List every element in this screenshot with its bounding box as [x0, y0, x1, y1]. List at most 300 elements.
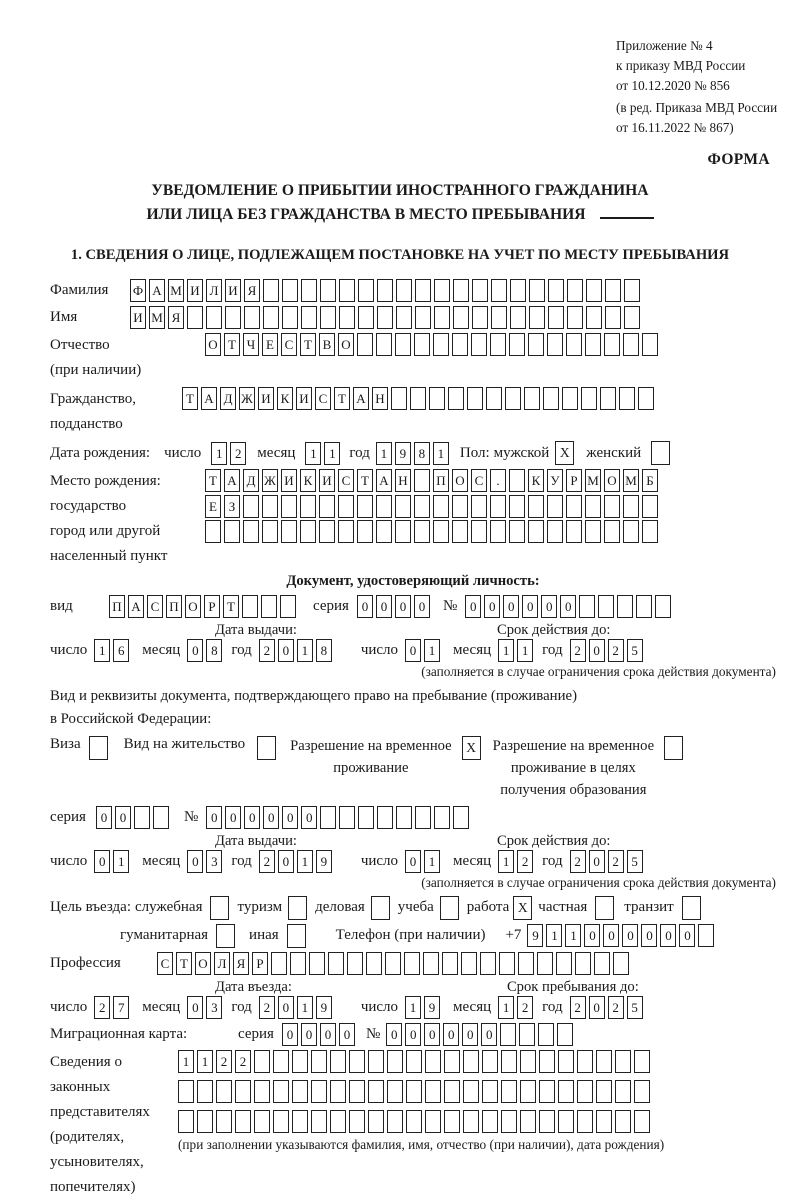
char-cell[interactable]: Е: [205, 495, 221, 518]
char-cell[interactable]: [311, 1080, 327, 1103]
char-cell[interactable]: [453, 306, 469, 329]
char-cell[interactable]: [594, 952, 610, 975]
char-cell[interactable]: 2: [235, 1050, 251, 1073]
char-cell[interactable]: 1: [424, 850, 440, 873]
char-cell[interactable]: [368, 1050, 384, 1073]
char-cell[interactable]: [598, 595, 614, 618]
char-cell[interactable]: [330, 1080, 346, 1103]
char-cell[interactable]: [519, 1023, 535, 1046]
char-cell[interactable]: [377, 279, 393, 302]
char-cell[interactable]: О: [205, 333, 221, 356]
char-cell[interactable]: 0: [376, 595, 392, 618]
char-cell[interactable]: [520, 1080, 536, 1103]
char-cell[interactable]: Ф: [130, 279, 146, 302]
char-cell[interactable]: [206, 306, 222, 329]
char-cell[interactable]: [415, 279, 431, 302]
purpose-other-checkbox[interactable]: [287, 924, 306, 948]
char-cell[interactable]: М: [149, 306, 165, 329]
char-cell[interactable]: [463, 1110, 479, 1133]
char-cell[interactable]: [273, 1080, 289, 1103]
char-cell[interactable]: [349, 1050, 365, 1073]
char-cell[interactable]: [339, 306, 355, 329]
char-cell[interactable]: С: [281, 333, 297, 356]
char-cell[interactable]: 0: [301, 1023, 317, 1046]
char-cell[interactable]: [387, 1110, 403, 1133]
char-cell[interactable]: [300, 495, 316, 518]
char-cell[interactable]: [596, 1050, 612, 1073]
char-cell[interactable]: 0: [301, 806, 317, 829]
char-cell[interactable]: [509, 469, 525, 492]
char-cell[interactable]: [577, 1080, 593, 1103]
char-cell[interactable]: [539, 1110, 555, 1133]
char-cell[interactable]: [292, 1080, 308, 1103]
char-cell[interactable]: 2: [517, 850, 533, 873]
char-cell[interactable]: [292, 1050, 308, 1073]
char-cell[interactable]: [509, 520, 525, 543]
char-cell[interactable]: [357, 333, 373, 356]
char-cell[interactable]: 0: [282, 1023, 298, 1046]
char-cell[interactable]: [655, 595, 671, 618]
char-cell[interactable]: [404, 952, 420, 975]
char-cell[interactable]: [566, 495, 582, 518]
char-cell[interactable]: 9: [424, 996, 440, 1019]
char-cell[interactable]: [642, 520, 658, 543]
char-cell[interactable]: А: [201, 387, 217, 410]
char-cell[interactable]: 0: [679, 924, 695, 947]
char-cell[interactable]: 0: [405, 639, 421, 662]
char-cell[interactable]: И: [130, 306, 146, 329]
char-cell[interactable]: [254, 1110, 270, 1133]
char-cell[interactable]: [642, 495, 658, 518]
char-cell[interactable]: [509, 495, 525, 518]
char-cell[interactable]: 1: [324, 442, 340, 465]
char-cell[interactable]: [395, 333, 411, 356]
char-cell[interactable]: [319, 520, 335, 543]
char-cell[interactable]: [377, 806, 393, 829]
char-cell[interactable]: 2: [608, 639, 624, 662]
char-cell[interactable]: [562, 387, 578, 410]
char-cell[interactable]: О: [195, 952, 211, 975]
char-cell[interactable]: 1: [211, 442, 227, 465]
char-cell[interactable]: [547, 520, 563, 543]
char-cell[interactable]: 1: [498, 850, 514, 873]
char-cell[interactable]: [567, 279, 583, 302]
char-cell[interactable]: [617, 595, 633, 618]
char-cell[interactable]: [524, 387, 540, 410]
char-cell[interactable]: [623, 333, 639, 356]
char-cell[interactable]: 0: [481, 1023, 497, 1046]
char-cell[interactable]: 0: [503, 595, 519, 618]
char-cell[interactable]: [463, 1050, 479, 1073]
char-cell[interactable]: 0: [244, 806, 260, 829]
char-cell[interactable]: [600, 387, 616, 410]
char-cell[interactable]: [320, 279, 336, 302]
char-cell[interactable]: [358, 279, 374, 302]
char-cell[interactable]: Е: [262, 333, 278, 356]
char-cell[interactable]: [453, 806, 469, 829]
char-cell[interactable]: 1: [305, 442, 321, 465]
char-cell[interactable]: [529, 279, 545, 302]
char-cell[interactable]: 1: [297, 850, 313, 873]
char-cell[interactable]: 8: [414, 442, 430, 465]
char-cell[interactable]: 0: [424, 1023, 440, 1046]
char-cell[interactable]: [376, 333, 392, 356]
char-cell[interactable]: [281, 495, 297, 518]
char-cell[interactable]: [290, 952, 306, 975]
char-cell[interactable]: [414, 333, 430, 356]
char-cell[interactable]: [537, 952, 553, 975]
char-cell[interactable]: Ж: [262, 469, 278, 492]
char-cell[interactable]: А: [224, 469, 240, 492]
char-cell[interactable]: [528, 333, 544, 356]
char-cell[interactable]: [433, 495, 449, 518]
char-cell[interactable]: 0: [339, 1023, 355, 1046]
char-cell[interactable]: [499, 952, 515, 975]
char-cell[interactable]: И: [319, 469, 335, 492]
char-cell[interactable]: К: [528, 469, 544, 492]
char-cell[interactable]: [585, 520, 601, 543]
char-cell[interactable]: О: [338, 333, 354, 356]
char-cell[interactable]: З: [224, 495, 240, 518]
char-cell[interactable]: [242, 595, 258, 618]
char-cell[interactable]: 0: [484, 595, 500, 618]
char-cell[interactable]: Т: [224, 333, 240, 356]
char-cell[interactable]: [558, 1110, 574, 1133]
char-cell[interactable]: [358, 806, 374, 829]
char-cell[interactable]: [395, 520, 411, 543]
char-cell[interactable]: 8: [206, 639, 222, 662]
char-cell[interactable]: [357, 520, 373, 543]
char-cell[interactable]: [320, 306, 336, 329]
char-cell[interactable]: [472, 306, 488, 329]
char-cell[interactable]: [548, 306, 564, 329]
char-cell[interactable]: 0: [589, 850, 605, 873]
char-cell[interactable]: 0: [443, 1023, 459, 1046]
char-cell[interactable]: М: [168, 279, 184, 302]
char-cell[interactable]: [444, 1050, 460, 1073]
char-cell[interactable]: С: [157, 952, 173, 975]
char-cell[interactable]: 1: [546, 924, 562, 947]
char-cell[interactable]: 2: [517, 996, 533, 1019]
char-cell[interactable]: [261, 595, 277, 618]
char-cell[interactable]: [615, 1080, 631, 1103]
char-cell[interactable]: [613, 952, 629, 975]
char-cell[interactable]: [414, 469, 430, 492]
char-cell[interactable]: [619, 387, 635, 410]
char-cell[interactable]: [271, 952, 287, 975]
char-cell[interactable]: [448, 387, 464, 410]
char-cell[interactable]: 0: [96, 806, 112, 829]
char-cell[interactable]: 1: [297, 996, 313, 1019]
purpose-work-checkbox[interactable]: X: [513, 896, 532, 920]
char-cell[interactable]: [376, 495, 392, 518]
char-cell[interactable]: М: [623, 469, 639, 492]
char-cell[interactable]: [539, 1050, 555, 1073]
char-cell[interactable]: [453, 279, 469, 302]
char-cell[interactable]: М: [585, 469, 601, 492]
char-cell[interactable]: [406, 1080, 422, 1103]
char-cell[interactable]: [339, 279, 355, 302]
char-cell[interactable]: [254, 1050, 270, 1073]
char-cell[interactable]: [482, 1050, 498, 1073]
char-cell[interactable]: [577, 1050, 593, 1073]
char-cell[interactable]: [385, 952, 401, 975]
char-cell[interactable]: [301, 279, 317, 302]
char-cell[interactable]: [368, 1080, 384, 1103]
char-cell[interactable]: Б: [642, 469, 658, 492]
char-cell[interactable]: [444, 1080, 460, 1103]
char-cell[interactable]: [471, 333, 487, 356]
char-cell[interactable]: Т: [334, 387, 350, 410]
char-cell[interactable]: [280, 595, 296, 618]
char-cell[interactable]: [178, 1080, 194, 1103]
char-cell[interactable]: [585, 495, 601, 518]
char-cell[interactable]: [623, 495, 639, 518]
char-cell[interactable]: [471, 495, 487, 518]
char-cell[interactable]: [509, 333, 525, 356]
char-cell[interactable]: 9: [395, 442, 411, 465]
char-cell[interactable]: [634, 1110, 650, 1133]
purpose-tourism-checkbox[interactable]: [288, 896, 307, 920]
char-cell[interactable]: [395, 495, 411, 518]
char-cell[interactable]: 9: [527, 924, 543, 947]
char-cell[interactable]: О: [452, 469, 468, 492]
char-cell[interactable]: 0: [405, 1023, 421, 1046]
char-cell[interactable]: [273, 1050, 289, 1073]
char-cell[interactable]: Я: [244, 279, 260, 302]
char-cell[interactable]: 0: [187, 850, 203, 873]
char-cell[interactable]: 2: [570, 639, 586, 662]
char-cell[interactable]: .: [490, 469, 506, 492]
char-cell[interactable]: 0: [522, 595, 538, 618]
char-cell[interactable]: [349, 1110, 365, 1133]
char-cell[interactable]: [505, 387, 521, 410]
char-cell[interactable]: 1: [424, 639, 440, 662]
char-cell[interactable]: [338, 495, 354, 518]
char-cell[interactable]: В: [319, 333, 335, 356]
char-cell[interactable]: [482, 1080, 498, 1103]
char-cell[interactable]: 0: [622, 924, 638, 947]
char-cell[interactable]: [423, 952, 439, 975]
char-cell[interactable]: [366, 952, 382, 975]
char-cell[interactable]: 9: [316, 996, 332, 1019]
char-cell[interactable]: [309, 952, 325, 975]
char-cell[interactable]: 0: [541, 595, 557, 618]
char-cell[interactable]: [377, 306, 393, 329]
char-cell[interactable]: [281, 520, 297, 543]
char-cell[interactable]: О: [185, 595, 201, 618]
char-cell[interactable]: 1: [376, 442, 392, 465]
char-cell[interactable]: [518, 952, 534, 975]
char-cell[interactable]: [480, 952, 496, 975]
char-cell[interactable]: [471, 520, 487, 543]
char-cell[interactable]: [338, 520, 354, 543]
char-cell[interactable]: 7: [113, 996, 129, 1019]
char-cell[interactable]: С: [147, 595, 163, 618]
char-cell[interactable]: [566, 333, 582, 356]
char-cell[interactable]: [263, 279, 279, 302]
purpose-study-checkbox[interactable]: [440, 896, 459, 920]
char-cell[interactable]: Р: [204, 595, 220, 618]
char-cell[interactable]: [579, 595, 595, 618]
char-cell[interactable]: 0: [589, 996, 605, 1019]
char-cell[interactable]: [425, 1050, 441, 1073]
purpose-business-checkbox[interactable]: [371, 896, 390, 920]
char-cell[interactable]: [490, 495, 506, 518]
char-cell[interactable]: 0: [414, 595, 430, 618]
char-cell[interactable]: И: [225, 279, 241, 302]
char-cell[interactable]: 0: [395, 595, 411, 618]
char-cell[interactable]: [262, 520, 278, 543]
char-cell[interactable]: [434, 306, 450, 329]
char-cell[interactable]: С: [338, 469, 354, 492]
char-cell[interactable]: Н: [372, 387, 388, 410]
char-cell[interactable]: 2: [259, 996, 275, 1019]
char-cell[interactable]: [153, 806, 169, 829]
char-cell[interactable]: И: [296, 387, 312, 410]
char-cell[interactable]: [556, 952, 572, 975]
char-cell[interactable]: Т: [357, 469, 373, 492]
char-cell[interactable]: 0: [320, 1023, 336, 1046]
char-cell[interactable]: [339, 806, 355, 829]
purpose-humanitarian-checkbox[interactable]: [216, 924, 235, 948]
char-cell[interactable]: 1: [498, 996, 514, 1019]
char-cell[interactable]: А: [376, 469, 392, 492]
char-cell[interactable]: [328, 952, 344, 975]
char-cell[interactable]: [414, 495, 430, 518]
char-cell[interactable]: Р: [252, 952, 268, 975]
char-cell[interactable]: [197, 1080, 213, 1103]
char-cell[interactable]: 1: [498, 639, 514, 662]
char-cell[interactable]: [501, 1110, 517, 1133]
char-cell[interactable]: У: [547, 469, 563, 492]
char-cell[interactable]: [396, 806, 412, 829]
char-cell[interactable]: [638, 387, 654, 410]
char-cell[interactable]: [216, 1110, 232, 1133]
char-cell[interactable]: Л: [206, 279, 222, 302]
char-cell[interactable]: 0: [560, 595, 576, 618]
char-cell[interactable]: [604, 520, 620, 543]
char-cell[interactable]: 1: [113, 850, 129, 873]
char-cell[interactable]: 1: [433, 442, 449, 465]
char-cell[interactable]: 0: [357, 595, 373, 618]
char-cell[interactable]: [596, 1080, 612, 1103]
char-cell[interactable]: 0: [584, 924, 600, 947]
char-cell[interactable]: 0: [641, 924, 657, 947]
char-cell[interactable]: 2: [259, 639, 275, 662]
char-cell[interactable]: 2: [570, 850, 586, 873]
char-cell[interactable]: 0: [225, 806, 241, 829]
char-cell[interactable]: [320, 806, 336, 829]
char-cell[interactable]: К: [300, 469, 316, 492]
char-cell[interactable]: [491, 306, 507, 329]
char-cell[interactable]: [623, 520, 639, 543]
char-cell[interactable]: 1: [94, 639, 110, 662]
char-cell[interactable]: [538, 1023, 554, 1046]
char-cell[interactable]: [452, 495, 468, 518]
char-cell[interactable]: [368, 1110, 384, 1133]
char-cell[interactable]: [410, 387, 426, 410]
char-cell[interactable]: [548, 279, 564, 302]
char-cell[interactable]: 2: [230, 442, 246, 465]
char-cell[interactable]: [349, 1080, 365, 1103]
char-cell[interactable]: Т: [300, 333, 316, 356]
female-checkbox[interactable]: [651, 441, 670, 465]
char-cell[interactable]: [396, 279, 412, 302]
char-cell[interactable]: [698, 924, 714, 947]
char-cell[interactable]: [543, 387, 559, 410]
char-cell[interactable]: 0: [405, 850, 421, 873]
char-cell[interactable]: [461, 952, 477, 975]
char-cell[interactable]: [425, 1080, 441, 1103]
char-cell[interactable]: И: [187, 279, 203, 302]
char-cell[interactable]: [624, 306, 640, 329]
char-cell[interactable]: [642, 333, 658, 356]
char-cell[interactable]: П: [166, 595, 182, 618]
char-cell[interactable]: [586, 306, 602, 329]
purpose-official-checkbox[interactable]: [210, 896, 229, 920]
char-cell[interactable]: [615, 1110, 631, 1133]
char-cell[interactable]: [262, 495, 278, 518]
char-cell[interactable]: [585, 333, 601, 356]
visa-checkbox[interactable]: [89, 736, 108, 760]
char-cell[interactable]: [558, 1050, 574, 1073]
char-cell[interactable]: [347, 952, 363, 975]
char-cell[interactable]: С: [315, 387, 331, 410]
residence-permit-checkbox[interactable]: [257, 736, 276, 760]
char-cell[interactable]: [605, 279, 621, 302]
char-cell[interactable]: [187, 306, 203, 329]
char-cell[interactable]: [406, 1050, 422, 1073]
char-cell[interactable]: [463, 1080, 479, 1103]
char-cell[interactable]: [415, 806, 431, 829]
char-cell[interactable]: [558, 1080, 574, 1103]
char-cell[interactable]: [197, 1110, 213, 1133]
char-cell[interactable]: [224, 520, 240, 543]
char-cell[interactable]: 1: [297, 639, 313, 662]
char-cell[interactable]: 2: [259, 850, 275, 873]
char-cell[interactable]: [491, 279, 507, 302]
char-cell[interactable]: [376, 520, 392, 543]
char-cell[interactable]: [510, 306, 526, 329]
char-cell[interactable]: [311, 1110, 327, 1133]
char-cell[interactable]: [577, 1110, 593, 1133]
char-cell[interactable]: [414, 520, 430, 543]
char-cell[interactable]: 1: [565, 924, 581, 947]
char-cell[interactable]: [586, 279, 602, 302]
char-cell[interactable]: [282, 306, 298, 329]
char-cell[interactable]: Я: [233, 952, 249, 975]
char-cell[interactable]: [292, 1110, 308, 1133]
char-cell[interactable]: 5: [627, 850, 643, 873]
char-cell[interactable]: Т: [176, 952, 192, 975]
char-cell[interactable]: [244, 306, 260, 329]
char-cell[interactable]: [510, 279, 526, 302]
char-cell[interactable]: [472, 279, 488, 302]
char-cell[interactable]: [520, 1050, 536, 1073]
char-cell[interactable]: [567, 306, 583, 329]
char-cell[interactable]: [482, 1110, 498, 1133]
char-cell[interactable]: [319, 495, 335, 518]
char-cell[interactable]: Л: [214, 952, 230, 975]
char-cell[interactable]: 0: [278, 850, 294, 873]
char-cell[interactable]: 0: [278, 996, 294, 1019]
char-cell[interactable]: [406, 1110, 422, 1133]
char-cell[interactable]: 0: [278, 639, 294, 662]
char-cell[interactable]: [615, 1050, 631, 1073]
purpose-private-checkbox[interactable]: [595, 896, 614, 920]
char-cell[interactable]: [486, 387, 502, 410]
